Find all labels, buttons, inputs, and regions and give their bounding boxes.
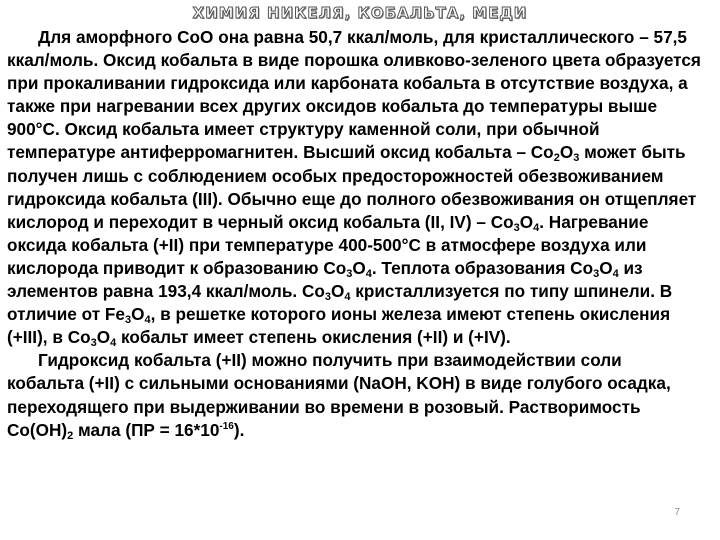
subscript: 4	[110, 337, 117, 350]
slide-title: ХИМИЯ НИКЕЛЯ, КОБАЛЬТА, МЕДИ	[192, 4, 528, 22]
text-run: мала (ПР = 16*10	[73, 419, 220, 440]
subscript: 3	[324, 291, 331, 304]
subscript: 3	[513, 221, 520, 234]
text-run: может быть получен лишь с соблюдением особых предосторожностей обезвоживанием гидроксида кобальта (III). Обычно еще до полного обезвоживания он отщепляет кислород и переходит в черный оксид кобальта (II, IV) – Со	[7, 142, 697, 232]
subscript: 3	[90, 337, 97, 350]
subscript: 2	[67, 429, 74, 442]
text-run: O	[559, 142, 574, 163]
subscript: 3	[593, 267, 600, 280]
text-run: Гидроксид кобальта (+II) можно получить при взаимодействии соли кобальта (+II) с сильными основаниями (NaOH, KOH) в виде голубого осадка, переходящего при выдерживании во времени в розовый. Растворимость Со(ОН)	[7, 350, 671, 440]
text-run: . Теплота образования Со	[371, 257, 594, 278]
text-run: O	[131, 304, 145, 325]
slide-number: 7	[674, 507, 680, 518]
text-run: O	[352, 257, 366, 278]
text-run: . Нагревание оксида кобальта (+II) при температуре 400-500°С в атмосфере воздуха или кислорода приводит к образованию Со	[7, 211, 649, 278]
subscript: 4	[144, 314, 151, 327]
subscript: 4	[533, 221, 540, 234]
text-run: из элементов равна 193,4 ккал/моль. Со	[7, 257, 643, 302]
paragraph-cobalt-oxides	[7, 26, 702, 349]
text-run: O	[599, 257, 613, 278]
text-run: O	[519, 211, 534, 232]
text-run: O	[330, 281, 345, 302]
subscript: 4	[344, 291, 351, 304]
text-run: , в решетке которого ионы железа имеют степень окисления (+III), в Со	[7, 304, 671, 348]
text-run: кобальт имеет степень окисления (+II) и (+IV).	[116, 327, 511, 348]
text-run: ).	[233, 419, 245, 440]
superscript: -16	[219, 420, 234, 432]
text-run: кристаллизуется по типу шпинели. В отличие от Fe	[7, 281, 673, 325]
body-text	[7, 26, 702, 442]
subscript: 2	[553, 152, 560, 165]
paragraph-cobalt-hydroxide	[7, 349, 702, 441]
subscript: 4	[365, 267, 372, 280]
text-run: Для аморфного СоО она равна 50,7 ккал/моль, для кристаллического – 57,5 ккал/моль. Оксид кобальта в виде порошка оливково-зеленого цвета образуется при прокаливании гидроксида или карбоната кобальта в отсутствие воздуха, а также при нагревании всех других оксидов кобальта до температуры выше 900°С. Оксид кобальта имеет структуру каменной соли, при обычной температуре антиферромагнитен. Высший оксид кобальта – Со	[7, 27, 701, 163]
subscript: 3	[346, 267, 353, 280]
text-run: O	[96, 327, 111, 348]
subscript: 4	[612, 267, 619, 280]
subscript: 3	[573, 152, 580, 165]
subscript: 3	[124, 314, 132, 327]
